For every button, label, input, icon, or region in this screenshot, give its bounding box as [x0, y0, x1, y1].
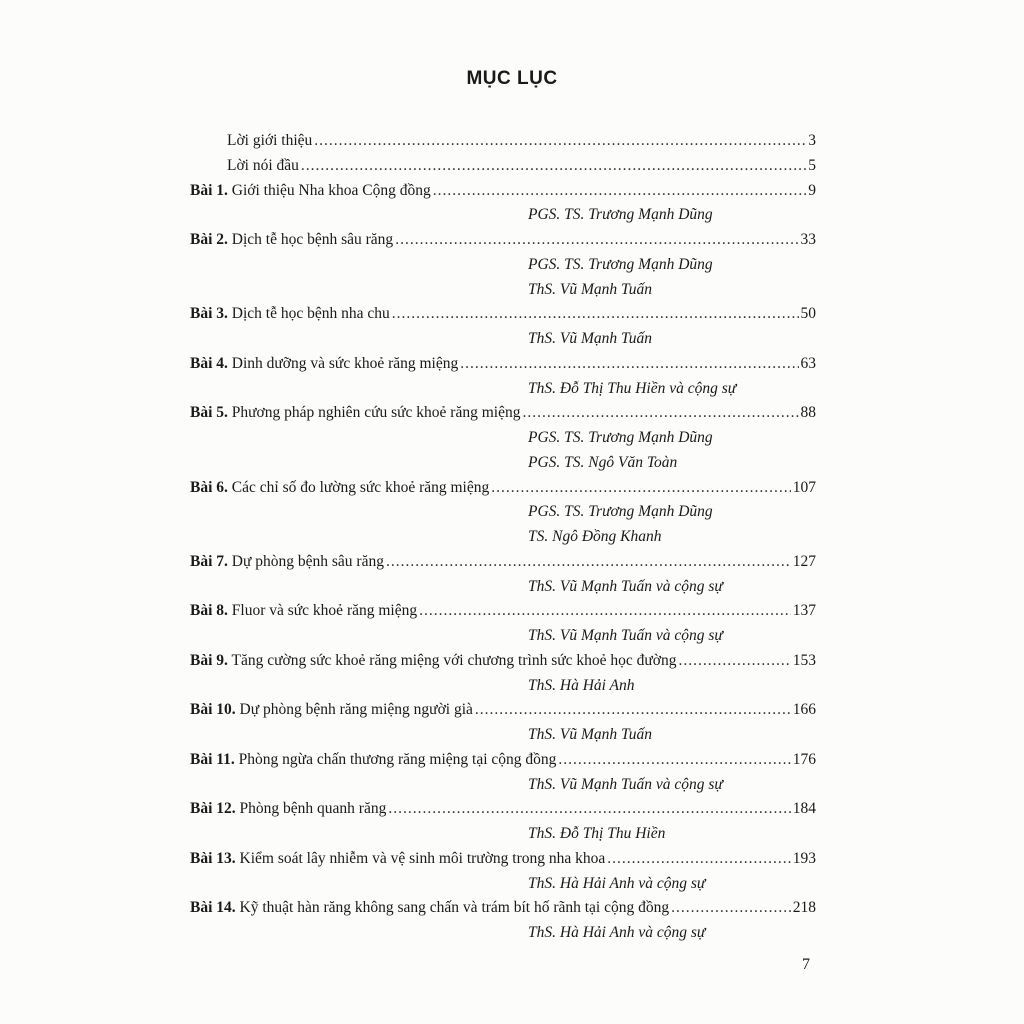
lesson-number: Bài 3.: [190, 305, 228, 323]
toc-lesson-entry[interactable]: [190, 302, 816, 327]
lesson-title: Dịch tễ học bệnh nha chu: [231, 305, 390, 323]
toc-lesson-entry[interactable]: [190, 476, 816, 501]
dot-leader: [679, 649, 791, 674]
toc-lesson-label: [190, 797, 386, 822]
toc-entry-label: Lời giới thiệu: [227, 132, 313, 149]
lesson-title: Phòng bệnh quanh răng: [239, 800, 387, 818]
toc-lesson-entry[interactable]: [190, 550, 816, 575]
lesson-title: Các chỉ số đo lường sức khoẻ răng miệng: [231, 478, 490, 496]
toc-lesson-entry[interactable]: [190, 352, 816, 377]
lesson-number: Bài 12.: [190, 800, 236, 818]
lesson-title: Giới thiệu Nha khoa Cộng đồng: [231, 181, 431, 199]
lesson-number: Bài 11.: [190, 750, 235, 768]
lesson-title: Dự phòng bệnh răng miệng người già: [239, 701, 473, 719]
lesson-page: 107: [792, 478, 816, 496]
lesson-author: TS. Ngô Đồng Khanh: [528, 528, 662, 545]
lesson-page: 63: [800, 354, 816, 372]
toc-lesson-label: [190, 401, 520, 426]
toc-lesson-label: [190, 179, 431, 204]
lesson-title: Kỹ thuật hàn răng không sang chấn và trám bít hố rãnh tại cộng đồng: [239, 899, 670, 917]
lesson-number: Bài 5.: [190, 404, 228, 422]
lesson-page: 9: [808, 181, 816, 199]
lesson-page: 88: [800, 404, 816, 422]
dot-leader: [395, 228, 798, 253]
lesson-title: Dịch tễ học bệnh sâu răng: [231, 231, 394, 248]
lesson-page: 184: [792, 800, 816, 818]
lesson-page: 50: [800, 305, 816, 323]
lesson-page: 166: [792, 701, 816, 719]
toc-lesson-entry[interactable]: [190, 228, 816, 253]
lesson-author: ThS. Hà Hải Anh: [528, 676, 635, 694]
toc-lesson-label: [190, 649, 677, 674]
lesson-page: 153: [792, 651, 816, 669]
lesson-number: Bài 4.: [190, 354, 228, 372]
lesson-author: ThS. Vũ Mạnh Tuấn và cộng sự: [528, 775, 723, 793]
page-number: 7: [802, 956, 810, 973]
dot-leader: [386, 550, 791, 575]
toc-lesson-label: [190, 302, 390, 327]
dot-leader: [301, 154, 806, 179]
lesson-title: Dự phòng bệnh sâu răng: [231, 552, 384, 570]
lesson-number: Bài 10.: [190, 701, 236, 719]
toc-lesson-label: [190, 896, 669, 921]
lesson-title: Fluor và sức khoẻ răng miệng: [231, 602, 418, 620]
toc-lesson-entry[interactable]: [190, 748, 816, 773]
lesson-number: Bài 9.: [190, 651, 228, 669]
dot-leader: [607, 847, 791, 872]
lesson-page: 193: [792, 849, 816, 867]
dot-leader: [419, 599, 791, 624]
toc-lesson-label: [190, 748, 556, 773]
lesson-author: PGS. TS. Ngô Văn Toàn: [528, 453, 678, 471]
table-of-contents: [190, 129, 816, 946]
page-title: MỤC LỤC: [466, 68, 558, 89]
toc-lesson-label: [190, 847, 605, 872]
toc-lesson-label: [190, 599, 417, 624]
dot-leader: [522, 401, 798, 426]
dot-leader: [671, 896, 791, 921]
lesson-number: Bài 8.: [190, 602, 228, 620]
toc-lesson-entry[interactable]: [190, 847, 816, 872]
dot-leader: [392, 302, 799, 327]
toc-lesson-entry[interactable]: [190, 896, 816, 921]
toc-entry-label: Lời nói đầu: [227, 156, 299, 174]
toc-lesson-label: [190, 550, 384, 575]
lesson-number: Bài 7.: [190, 552, 228, 570]
toc-entry-page: 5: [808, 156, 816, 174]
lesson-author: ThS. Hà Hải Anh và cộng sự: [528, 924, 706, 941]
lesson-author: ThS. Vũ Mạnh Tuấn: [528, 726, 653, 743]
dot-leader: [314, 129, 806, 154]
toc-lesson-entry[interactable]: [190, 599, 816, 624]
lesson-number: Bài 13.: [190, 849, 236, 867]
toc-lesson-label: [190, 476, 489, 501]
toc-lesson-label: [190, 352, 458, 377]
lesson-page: 127: [792, 552, 816, 570]
lesson-author: PGS. TS. Trương Mạnh Dũng: [528, 429, 713, 446]
lesson-page: 33: [800, 231, 816, 248]
lesson-number: Bài 14.: [190, 899, 236, 917]
lesson-author: ThS. Đỗ Thị Thu Hiền: [528, 825, 666, 842]
lesson-title: Dinh dưỡng và sức khoẻ răng miệng: [231, 354, 459, 372]
toc-lesson-label: [190, 698, 473, 723]
lesson-title: Phương pháp nghiên cứu sức khoẻ răng miệng: [231, 404, 521, 422]
lesson-page: 218: [792, 899, 816, 917]
lesson-number: Bài 2.: [190, 231, 228, 248]
dot-leader: [475, 698, 791, 723]
lesson-title: Kiểm soát lây nhiễm và vệ sinh môi trường trong nha khoa: [239, 849, 606, 867]
lesson-number: Bài 1.: [190, 181, 228, 199]
lesson-author: ThS. Đỗ Thị Thu Hiền và cộng sự: [528, 379, 737, 397]
toc-lesson-entry[interactable]: [190, 649, 816, 674]
lesson-page: 137: [792, 602, 816, 620]
toc-lesson-entry[interactable]: [190, 698, 816, 723]
toc-lesson-label: [190, 228, 393, 253]
lesson-title: Phòng ngừa chấn thương răng miệng tại cộng đồng: [238, 750, 557, 768]
dot-leader: [558, 748, 790, 773]
lesson-author: ThS. Vũ Mạnh Tuấn: [528, 330, 653, 347]
lesson-title: Tăng cường sức khoẻ răng miệng với chương trình sức khoẻ học đường: [231, 651, 677, 669]
lesson-author: PGS. TS. Trương Mạnh Dũng: [528, 206, 713, 224]
toc-lesson-entry[interactable]: [190, 797, 816, 822]
toc-entry-page: 3: [808, 132, 816, 149]
dot-leader: [433, 179, 807, 204]
lesson-page: 176: [792, 750, 816, 768]
lesson-number: Bài 6.: [190, 478, 228, 496]
toc-lesson-entry[interactable]: [190, 179, 816, 204]
lesson-author: ThS. Hà Hải Anh và cộng sự: [528, 874, 706, 892]
lesson-author: PGS. TS. Trương Mạnh Dũng: [528, 255, 713, 273]
lesson-author: PGS. TS. Trương Mạnh Dũng: [528, 503, 713, 521]
toc-entry[interactable]: [190, 129, 816, 154]
dot-leader: [460, 352, 798, 377]
dot-leader: [491, 476, 791, 501]
lesson-author: ThS. Vũ Mạnh Tuấn và cộng sự: [528, 627, 723, 644]
lesson-author: ThS. Vũ Mạnh Tuấn và cộng sự: [528, 577, 723, 595]
lesson-author: ThS. Vũ Mạnh Tuấn: [528, 280, 653, 298]
toc-entry[interactable]: [190, 154, 816, 179]
dot-leader: [388, 797, 790, 822]
toc-lesson-entry[interactable]: [190, 401, 816, 426]
